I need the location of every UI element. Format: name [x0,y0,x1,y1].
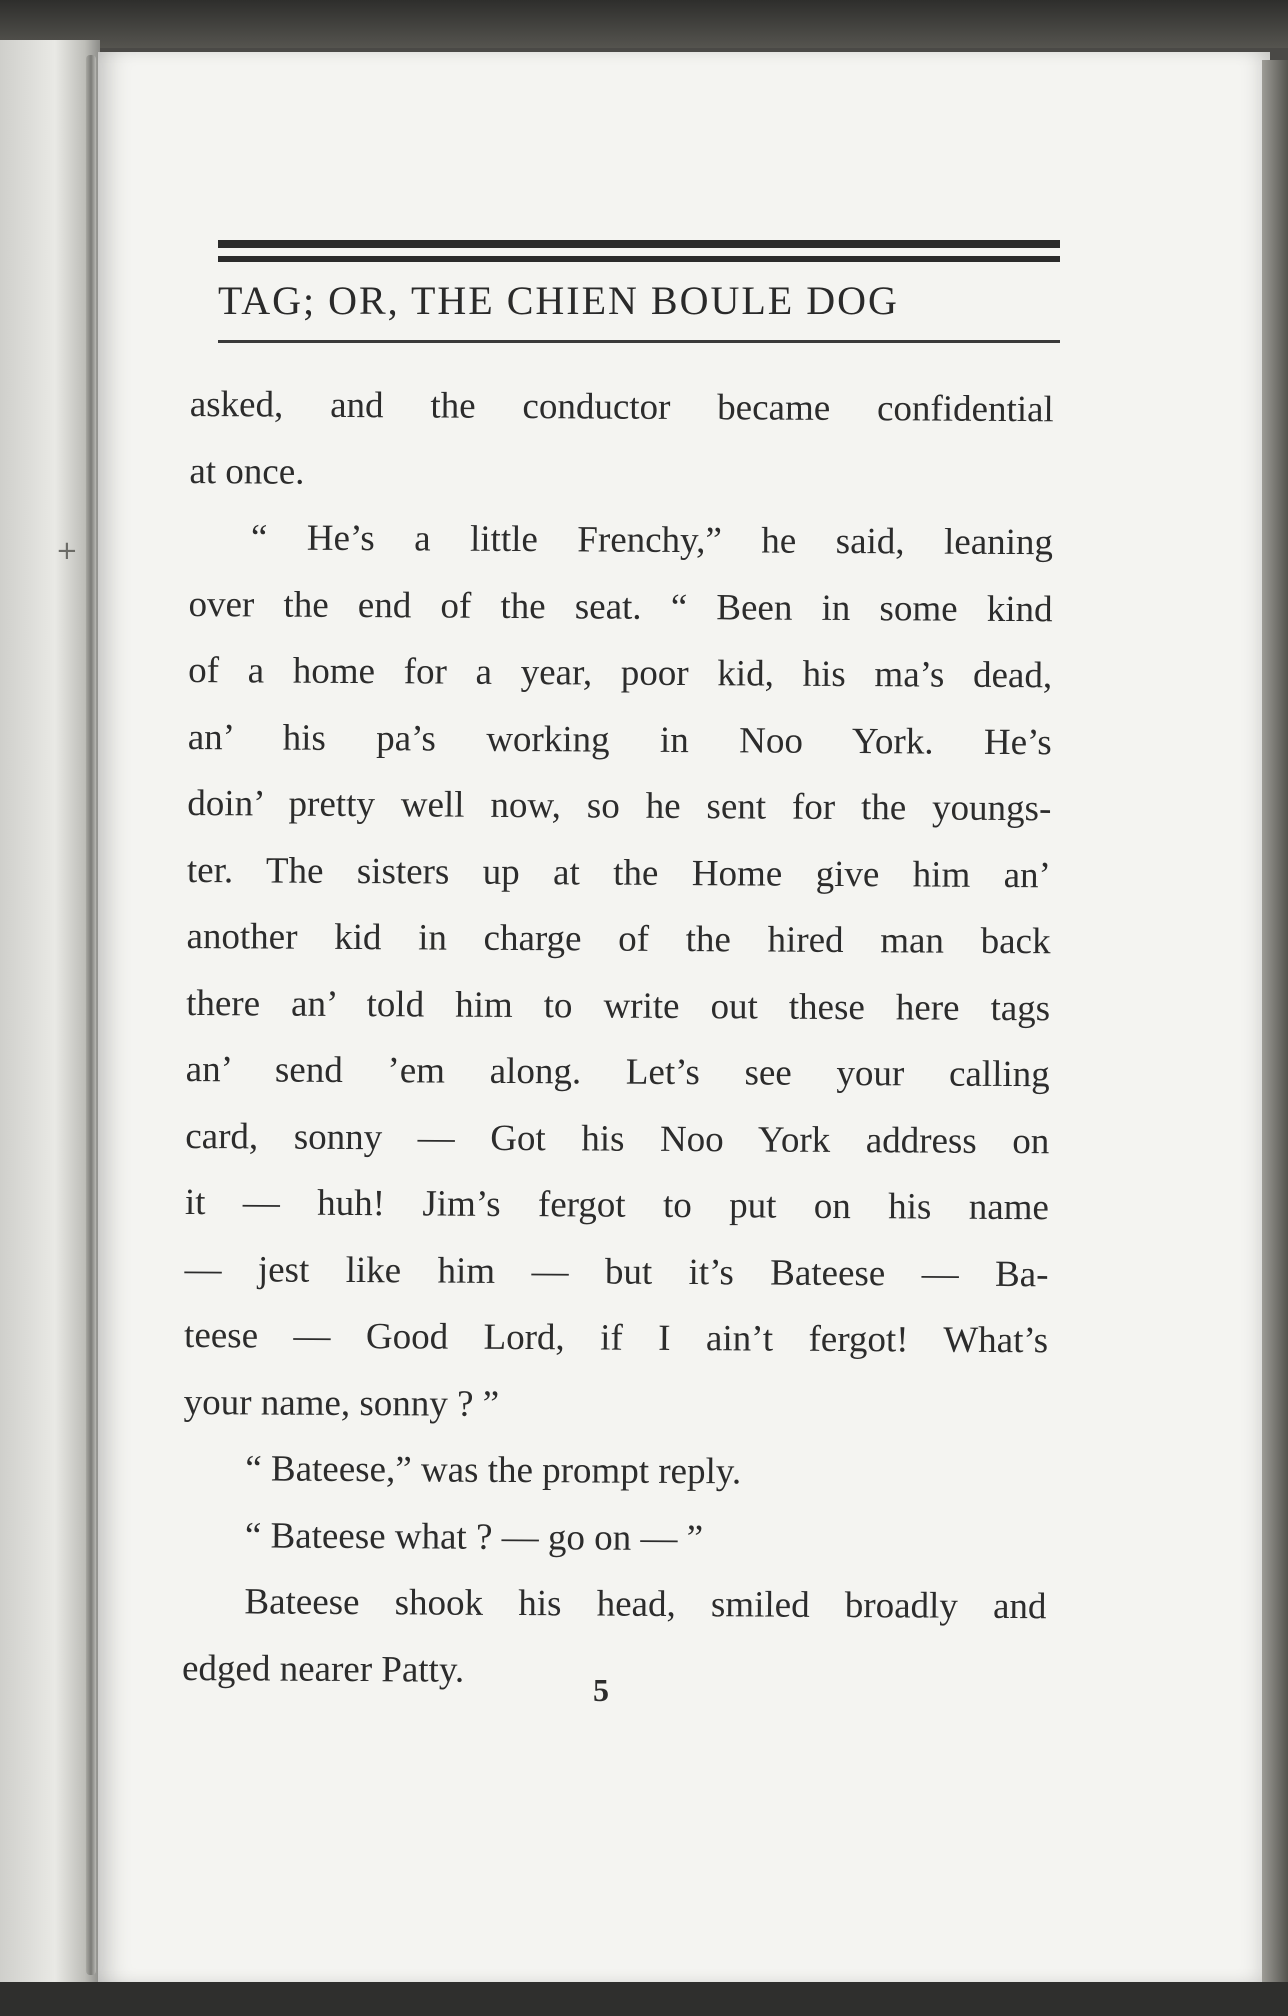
text-line: card, sonny — Got his Noo York address on [185,1115,1050,1162]
text-line: an’ send ’em along. Let’s see your calling [185,1048,1050,1096]
running-head [218,240,1060,343]
text-line: teese — Good Lord, if I ain’t fergot! What’s [183,1314,1049,1362]
text-line: over the end of the seat. “ Been in some kind [188,583,1053,630]
margin-mark: + [56,536,78,566]
running-head-double-rule [218,240,1060,262]
text-line: “ Bateese what ? — go on — ” [244,1514,704,1559]
left-facing-page-edge [0,40,100,1990]
page-right-edge [1262,60,1288,1990]
page-number: 5 [593,1672,609,1708]
book-gutter [86,55,96,1975]
text-line: edged nearer Patty. [181,1647,465,1691]
text-line: “ Bateese,” was the prompt reply. [245,1448,742,1493]
text-line: your name, sonny ? ” [183,1381,500,1425]
running-head-rule [218,340,1060,343]
scan-top-border [0,0,1288,48]
text-line: it — huh! Jim’s fergot to put on his name [184,1181,1050,1229]
text-line: asked, and the conductor became confidential [189,383,1054,431]
text-line: at once. [189,450,305,493]
text-line: there an’ told him to write out these here tags [186,982,1051,1029]
running-head-title: TAG; OR, THE CHIEN BOULE DOG [218,278,899,323]
text-line: — jest like him — but it’s Bateese — Ba- [184,1248,1049,1295]
text-line: another kid in charge of the hired man back [186,915,1051,963]
text-line: ter. The sisters up at the Home give him an’ [186,849,1052,896]
text-line: Bateese shook his head, smiled broadly and [244,1581,1047,1628]
scan-bottom-border [0,1982,1288,2016]
text-line: doin’ pretty well now, so he sent for the youngs- [187,782,1052,830]
text-line: “ He’s a little Frenchy,” he said, leaning [250,517,1054,564]
text-line: of a home for a year, poor kid, his ma’s dead, [188,649,1053,697]
body-text [182,372,1054,1707]
text-line: an’ his pa’s working in Noo York. He’s [187,716,1052,763]
